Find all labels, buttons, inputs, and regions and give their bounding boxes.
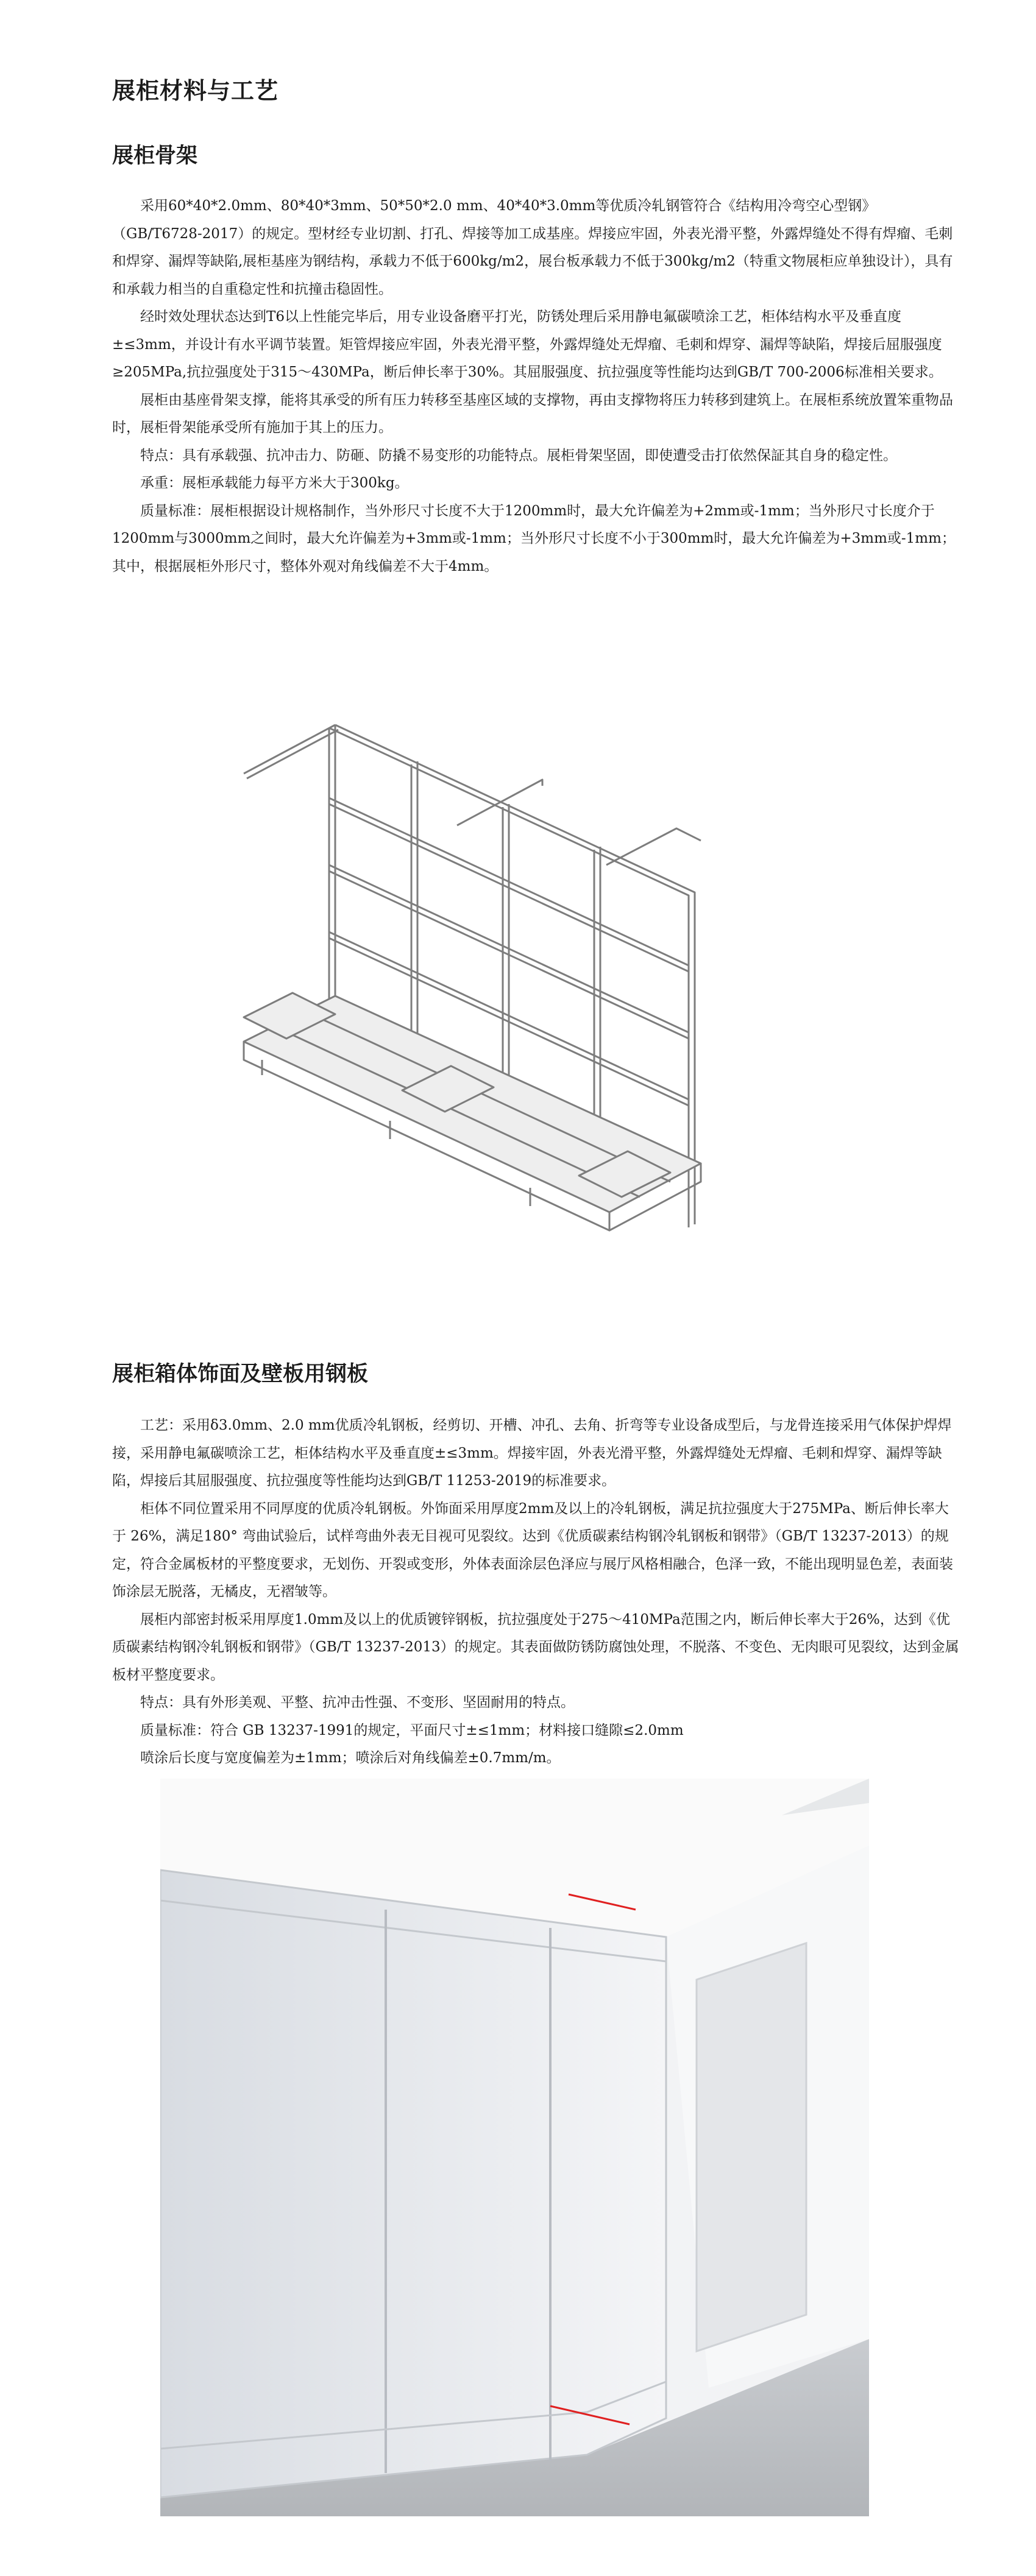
paragraph: 工艺：采用δ3.0mm、2.0 mm优质冷轧钢板，经剪切、开槽、冲孔、去角、折弯等专业设备成型后，与龙骨连接采用气体保护焊焊接，采用静电氟碳喷涂工艺，柜体结构水平及垂直度±≤3mm。焊接牢固，外表光滑平整，外露焊缝处无焊瘤、毛刺和焊穿、漏焊等缺陷，焊接后其屈服强度、抗拉强度等性能均达到GB/T 11253-2019的标准要求。 [112,1417,952,1489]
steel-frame-illustration [238,700,719,1237]
paragraph: 展柜由基座骨架支撑，能将其承受的所有压力转移至基座区域的支撑物，再由支撑物将压力转移到建筑上。在展柜系统放置笨重物品时，展柜骨架能承受所有施加于其上的压力。 [112,392,953,436]
panel-section-body [112,1412,959,1773]
paragraph: 承重：展柜承载能力每平方米大于300kg。 [140,475,409,491]
paragraph: 喷涂后长度与宽度偏差为±1mm；喷涂后对角线偏差±0.7mm/m。 [140,1750,561,1766]
paragraph: 展柜内部密封板采用厚度1.0mm及以上的优质镀锌钢板，抗拉强度处于275～410MPa范围之内，断后伸长率大于26%，达到《优质碳素结构钢冷轧钢板和钢带》（GB/T 13237-2013）的规定。其表面做防锈防腐蚀处理，不脱落、不变色、无肉眼可见裂纹，达到金属板材平整度要求。 [112,1611,959,1683]
paragraph: 质量标准：展柜根据设计规格制作，当外形尺寸长度不大于1200mm时，最大允许偏差为+2mm或-1mm；当外形尺寸长度介于1200mm与3000mm之间时，最大允许偏差为+3mm或-1mm；当外形尺寸长度不小于300mm时，最大允许偏差为+3mm或-1mm；其中，根据展柜外形尺寸，整体外观对角线偏差不大于4mm。 [112,503,956,574]
paragraph: 质量标准：符合 GB 13237-1991的规定，平面尺寸±≤1mm；材料接口缝隙≤2.0mm [140,1722,684,1738]
paragraph: 采用60*40*2.0mm、80*40*3mm、50*50*2.0 mm、40*40*3.0mm等优质冷轧钢管符合《结构用冷弯空心型钢》 [140,198,876,214]
page-title: 展柜材料与工艺 [112,77,279,104]
paragraph: 经时效处理状态达到T6以上性能完毕后，用专业设备磨平打光，防锈处理后采用静电氟碳喷涂工艺，柜体结构水平及垂直度±≤3mm，并设计有水平调节装置。矩管焊接应牢固，外表光滑平整，外露焊缝处无焊瘤、毛刺和焊穿、漏焊等缺陷，焊接后屈服强度≥205MPa,抗拉强度处于315～430MPa，断后伸长率于30%。其屈服强度、抗拉强度等性能均达到GB/T 700-2006标准相关要求。 [112,309,943,380]
paragraph: 柜体不同位置采用不同厚度的优质冷轧钢板。外饰面采用厚度2mm及以上的冷轧钢板，满足抗拉强度大于275MPa、断后伸长率大于 26%，满足180° 弯曲试验后，试样弯曲外表无目视可见裂纹。达到《优质碳素结构钢冷轧钢板和钢带》（GB/T 13237-2013）的规定，符合金属板材的平整度要求，无划伤、开裂或变形，外体表面涂层色泽应与展厅风格相融合，色泽一致，不能出现明显色差，表面装饰涂层无脱落，无橘皮，无褶皱等。 [112,1500,953,1600]
frame-section-body [112,192,959,580]
paragraph: 特点：具有承载强、抗冲击力、防砸、防撬不易变形的功能特点。展柜骨架坚固，即使遭受击打依然保証其自身的稳定性。 [140,447,897,464]
paragraph: （GB/T6728-2017）的规定。型材经专业切割、打孔、焊接等加工成基座。焊接应牢固，外表光滑平整，外露焊缝处不得有焊瘤、毛刺和焊穿、漏焊等缺陷,展柜基座为钢结构，承载力不低于600kg/m2，展台板承载力不低于300kg/m2（特重文物展柜应单独设计），具有和承载力相当的自重稳定性和抗撞击稳固性。 [112,225,953,297]
paragraph: 特点：具有外形美观、平整、抗冲击性强、不变形、坚固耐用的特点。 [140,1695,575,1710]
display-cabinet-photo [160,1779,869,2516]
section-heading-panels: 展柜箱体饰面及壁板用钢板 [112,1362,369,1386]
section-heading-frame: 展柜骨架 [112,144,198,168]
